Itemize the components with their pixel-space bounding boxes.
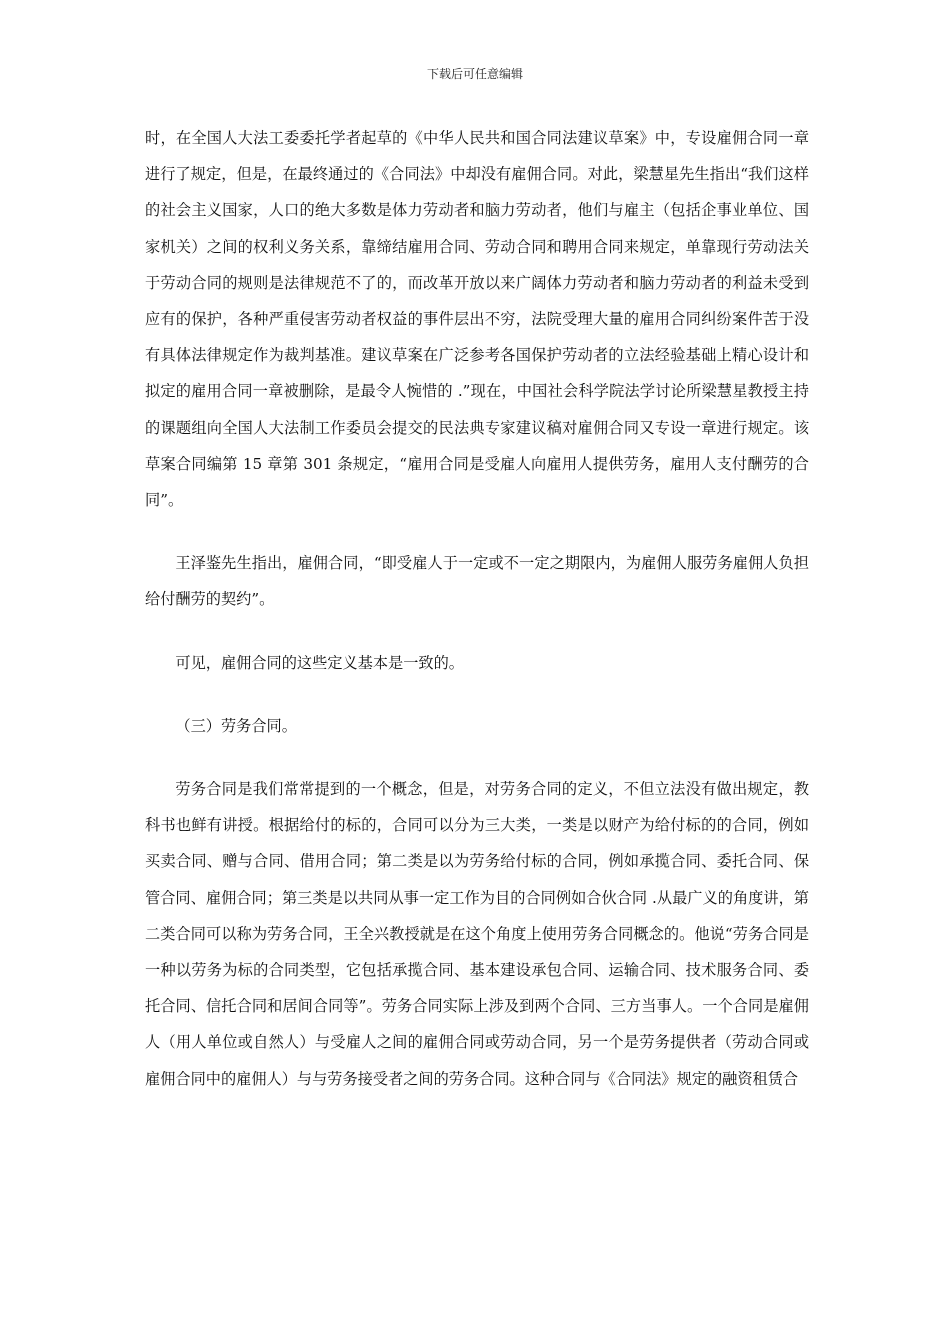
paragraph-labor-service-contract: 劳务合同是我们常常提到的一个概念，但是，对劳务合同的定义，不但立法没有做出规定，教科书也鲜有讲授。根据给付的标的，合同可以分为三大类，一类是以财产为给付标的的合同，例如买卖合同、赠与合同、借用合同；第二类是以为劳务给付标的合同，例如承揽合同、委托合同、保管合同、雇佣合同；第三类是以共同从事一定工作为目的合同例如合伙合同 .从最广义的角度讲，第二类合同可以称为劳务合同，王全兴教授就是在这个角度上使用劳务合同概念的。他说“劳务合同是一种以劳务为标的合同类型，它包括承揽合同、基本建设承包合同、运输合同、技术服务合同、委托合同、信托合同和居间合同等”。劳务合同实际上涉及到两个合同、三方当事人。一个合同是雇佣人（用人单位或自然人）与受雇人之间的雇佣合同或劳动合同，另一个是劳务提供者（劳动合同或雇佣合同中的雇佣人）与与劳务接受者之间的劳务合同。这种合同与《合同法》规定的融资租赁合: [145, 780, 809, 1088]
paragraph-definitions-consistent: 可见，雇佣合同的这些定义基本是一致的。: [175, 653, 464, 672]
paragraph-wang-zejian-definition: 王泽鉴先生指出，雇佣合同，“即受雇人于一定或不一定之期限内，为雇佣人服劳务雇佣人负担给付酬劳的契约”。: [145, 554, 809, 609]
document-body: [145, 120, 809, 1097]
page-header: 下载后可任意编辑: [426, 67, 523, 81]
section-heading-labor-service-contract: （三）劳务合同。: [175, 716, 297, 735]
paragraph-contract-history: 时，在全国人大法工委委托学者起草的《中华人民共和国合同法建议草案》中，专设雇佣合同一章进行了规定，但是，在最终通过的《合同法》中却没有雇佣合同。对此，梁慧星先生指出“我们这样的社会主义国家，人口的绝大多数是体力劳动者和脑力劳动者，他们与雇主（包括企事业单位、国家机关）之间的权利义务关系，靠缔结雇用合同、劳动合同和聘用合同来规定，单靠现行劳动法关于劳动合同的规则是法律规范不了的，而改革开放以来广阔体力劳动者和脑力劳动者的利益未受到应有的保护，各种严重侵害劳动者权益的事件层出不穷，法院受理大量的雇用合同纠纷案件苦于没有具体法律规定作为裁判基准。建议草案在广泛参考各国保护劳动者的立法经验基础上精心设计和拟定的雇用合同一章被删除，是最令人惋惜的 .”现在，中国社会科学院法学讨论所梁慧星教授主持的课题组向全国人大法制工作委员会提交的民法典专家建议稿对雇佣合同又专设一章进行规定。该草案合同编第 15 章第 301 条规定，“雇用合同是受雇人向雇用人提供劳务，雇用人支付酬劳的合同”。: [145, 129, 809, 510]
